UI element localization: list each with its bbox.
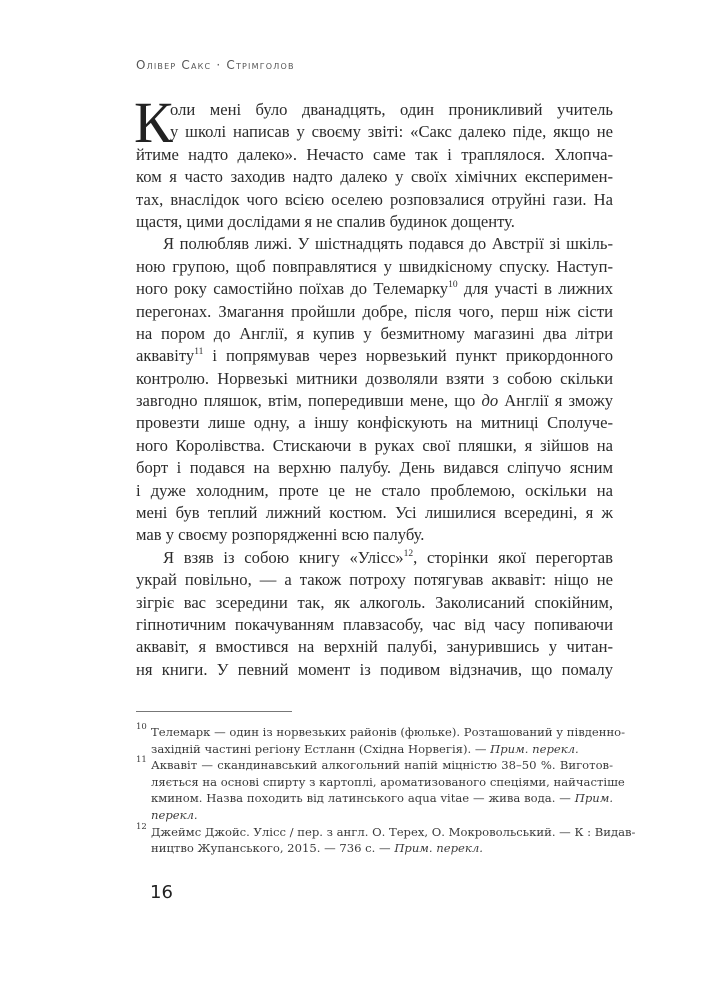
footnote xyxy=(136,722,626,757)
footnote-number: 11 xyxy=(136,755,147,766)
text-line xyxy=(136,345,613,367)
text-line xyxy=(136,457,613,479)
text-segment: ництво Жупанського, 2015. — 736 с. — xyxy=(151,841,395,856)
footnote-reference: 10 xyxy=(448,280,458,291)
text-segment: ною групою, щоб повправлятися у швидкісному спуску. Наступ- xyxy=(136,256,613,276)
text-segment: щастя, цими дослідами я не спалив будинок дощенту. xyxy=(136,211,515,231)
text-line xyxy=(136,435,613,457)
text-line xyxy=(136,301,613,323)
text-segment: перекл. xyxy=(151,807,198,822)
text-segment: мені був теплий лижний костюм. Усі лишилися всередині, я ж xyxy=(136,503,613,523)
paragraph xyxy=(136,547,613,681)
text-line xyxy=(136,99,613,121)
footnote-line xyxy=(151,774,625,791)
text-segment: перегонах. Змагання пройшли добре, після чого, перш ніж сісти xyxy=(136,301,613,321)
footnote-line xyxy=(151,724,626,741)
text-line xyxy=(136,480,613,502)
footnote-reference: 11 xyxy=(194,347,204,358)
text-segment: кмином. Назва походить від латинського aqua vitae — жива вода. — xyxy=(151,791,575,806)
text-line xyxy=(136,592,613,614)
drop-cap: К xyxy=(134,90,173,155)
text-segment: ляється на основі спирту з картоплі, ароматизованого спеціями, найчастіше xyxy=(151,774,625,789)
text-line xyxy=(136,412,613,434)
text-segment: Прим. xyxy=(574,791,613,806)
paragraph xyxy=(136,233,613,546)
text-segment: до xyxy=(481,391,499,411)
text-line xyxy=(136,233,613,255)
text-segment: Аквавіт — скандинавський алкогольний напій міцністю 38–50 %. Виготов- xyxy=(151,758,613,773)
text-segment: Телемарк — один із норвезьких районів (фюльке). Розташований у південно- xyxy=(151,725,626,739)
footnote-number: 10 xyxy=(136,722,147,732)
text-segment: провезти лише одну, а іншу конфіскують на митниці Сполуче- xyxy=(136,413,613,433)
text-segment: мав у своєму розпорядженні всю палубу. xyxy=(136,525,425,545)
text-line xyxy=(136,502,613,524)
text-segment: зігріє вас зсередини так, як алкоголь. Заколисаний спокійним, xyxy=(136,592,613,612)
text-line xyxy=(136,614,613,636)
text-line xyxy=(136,636,613,658)
text-segment: завгодно пляшок, втім, попередивши мене, що xyxy=(136,391,482,411)
text-segment: украй повільно, — а також потроху потягував аквавіт: ніщо не xyxy=(136,570,613,590)
text-line xyxy=(136,368,613,390)
text-segment: йтиме надто далеко». Нечасто саме так і траплялося. Хлопча- xyxy=(136,144,613,164)
body-text xyxy=(134,90,613,681)
text-segment: західній частині регіону Естланн (Східна Норвегія). — xyxy=(151,741,491,756)
paragraph xyxy=(134,90,613,233)
text-segment: ного Королівства. Стискаючи в руках свої пляшки, я зійшов на xyxy=(136,435,613,455)
text-segment: , сторінки якої перегортав xyxy=(413,547,613,567)
text-segment: аквавіт, я вмостився на верхній палубі, занурившись у читан- xyxy=(136,637,613,657)
text-line xyxy=(136,659,613,681)
footnote-line xyxy=(151,790,613,807)
text-line xyxy=(136,569,613,591)
text-segment: у школі написав у своєму звіті: «Сакс далеко піде, якщо не xyxy=(170,122,613,142)
text-segment: ного року самостійно поїхав до Телемарку xyxy=(136,279,449,299)
text-segment: і дуже холодним, проте це не стало проблемою, оскільки на xyxy=(136,480,613,500)
text-line xyxy=(136,166,613,188)
text-segment: на пором до Англії, я купив у безмитному магазині два літри xyxy=(136,323,613,343)
text-segment: ня книги. У певний момент із подивом відзначив, що помалу xyxy=(136,659,613,679)
text-segment: аквавіту xyxy=(136,346,195,366)
text-segment: ком я часто заходив надто далеко у своїх хімічних експеримен- xyxy=(136,167,613,187)
footnote xyxy=(136,755,625,823)
text-line xyxy=(136,144,613,166)
text-line xyxy=(136,323,613,345)
footnote-reference: 12 xyxy=(403,548,414,559)
text-segment: для участі в лижних xyxy=(457,279,613,299)
footnote xyxy=(136,821,636,857)
text-segment: тах, внаслідок чого всією оселею розповзалися отруйні гази. На xyxy=(136,189,613,209)
text-line xyxy=(136,547,613,569)
text-line xyxy=(136,524,613,546)
text-segment: борт і подався на верхню палубу. День видався сліпучо ясним xyxy=(136,458,613,478)
text-segment: і попрямував через норвезький пункт прикордонного xyxy=(203,346,613,366)
text-segment: контролю. Норвезькі митники дозволяли взяти з собою скільки xyxy=(136,368,613,388)
footnote-line xyxy=(151,807,613,824)
text-line xyxy=(136,121,613,143)
text-line xyxy=(136,278,613,300)
footnote-number: 12 xyxy=(136,821,147,832)
text-line xyxy=(136,211,613,233)
footnote-divider xyxy=(136,711,292,712)
running-header: Олівер Сакс · Стрімголов xyxy=(136,58,295,72)
text-segment: оли мені було дванадцять, один проникливий учитель xyxy=(170,100,613,119)
text-segment: гіпнотичним покачуванням плавзасобу, час від часу попиваючи xyxy=(136,614,613,634)
page-number: 16 xyxy=(150,882,173,903)
text-line xyxy=(136,189,613,211)
text-line xyxy=(136,390,613,412)
footnote-line xyxy=(151,824,636,841)
footnote-line xyxy=(151,757,613,774)
text-segment: Я полюбляв лижі. У шістнадцять подався до Австрії зі шкіль- xyxy=(163,234,613,254)
text-segment: Англії я зможу xyxy=(498,391,613,411)
footnote-line xyxy=(151,741,613,758)
text-segment: Джеймс Джойс. Улісс / пер. з англ. О. Терех, О. Мокровольський. — К : Видав- xyxy=(151,824,636,839)
footnotes xyxy=(136,722,636,857)
footnote-line xyxy=(151,840,613,857)
text-line xyxy=(136,256,613,278)
text-segment: Прим. перекл. xyxy=(394,841,483,856)
text-segment: Я взяв із собою книгу «Улісс» xyxy=(163,547,404,567)
text-segment: Прим. перекл. xyxy=(490,741,579,756)
